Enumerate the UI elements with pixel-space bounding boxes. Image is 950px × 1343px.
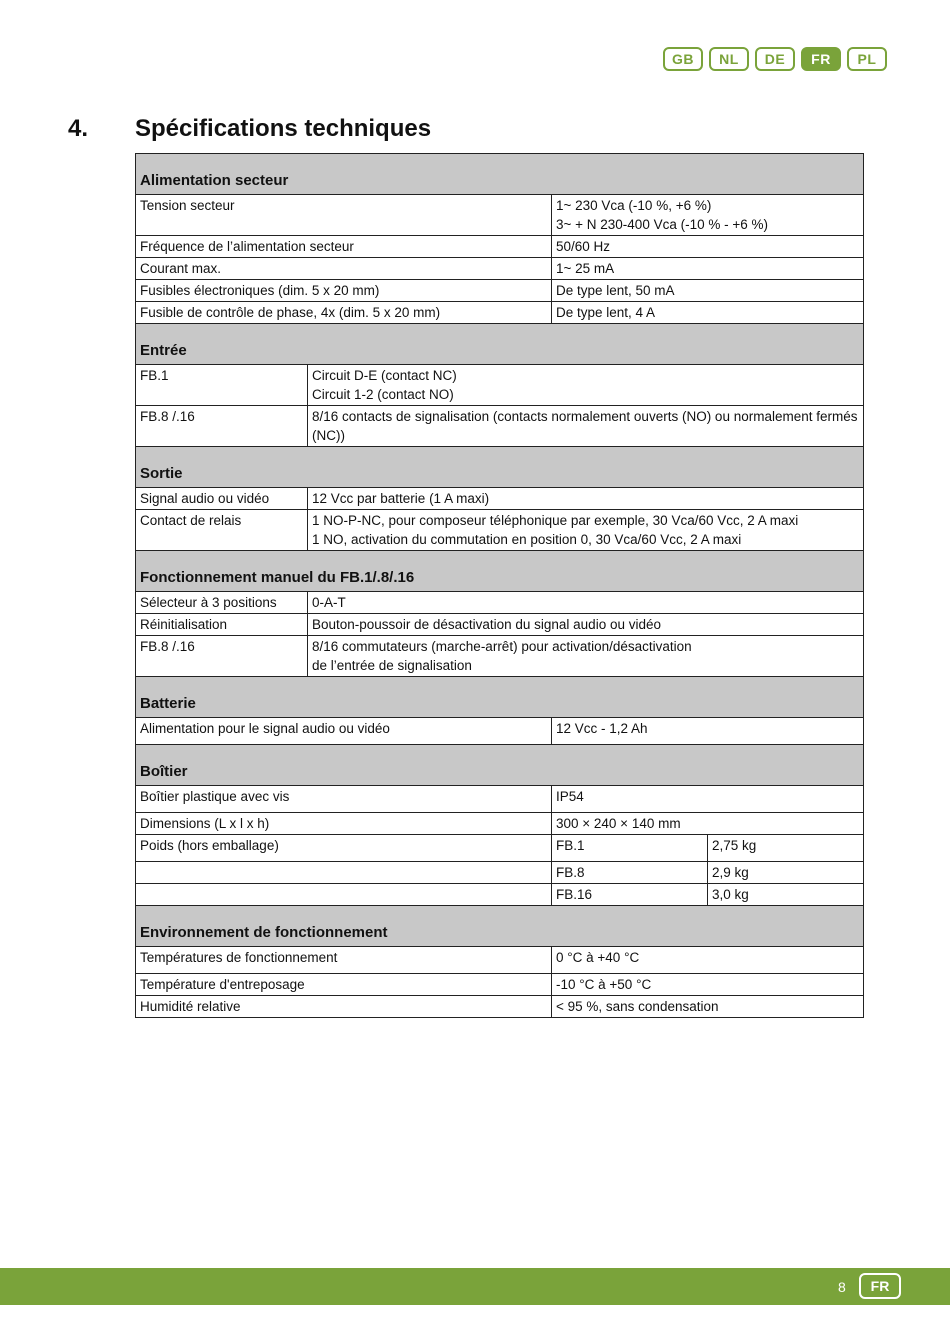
row-label: Réinitialisation: [136, 614, 308, 636]
value-line: 1 NO, activation du commutation en position 0, 30 Vca/60 Vcc, 2 A maxi: [312, 532, 742, 547]
row-value: [308, 365, 864, 406]
table-row: [136, 862, 864, 884]
table-row: [136, 592, 864, 614]
row-label: Courant max.: [136, 258, 552, 280]
table-row: [136, 786, 864, 813]
section-header-row: [136, 677, 864, 718]
table-row: [136, 488, 864, 510]
spec-table: [135, 153, 864, 1018]
weight-value: 3,0 kg: [708, 884, 864, 906]
row-value: 50/60 Hz: [552, 236, 864, 258]
row-value: 0-A-T: [308, 592, 864, 614]
value-line: 1 NO-P-NC, pour composeur téléphonique par exemple, 30 Vca/60 Vcc, 2 A maxi: [312, 513, 799, 528]
page-title: [68, 115, 431, 143]
row-value: 300 × 240 × 140 mm: [552, 813, 864, 835]
row-value: [308, 636, 864, 677]
section-header-row: [136, 906, 864, 947]
table-row: [136, 258, 864, 280]
table-row: [136, 236, 864, 258]
table-row: [136, 974, 864, 996]
section-title-alimentation: Alimentation secteur: [136, 154, 864, 195]
table-row: [136, 406, 864, 447]
table-row: [136, 195, 864, 236]
lang-tab-de[interactable]: DE: [755, 47, 795, 71]
section-title-entree: Entrée: [136, 324, 864, 365]
footer-bar: [0, 1268, 950, 1305]
section-header-row: [136, 447, 864, 488]
value-line: Circuit D-E (contact NC): [312, 368, 457, 383]
value-line: 1~ 230 Vca (-10 %, +6 %): [556, 198, 712, 213]
weight-value: 2,9 kg: [708, 862, 864, 884]
table-row: [136, 365, 864, 406]
lang-tab-gb[interactable]: GB: [663, 47, 703, 71]
footer-lang-badge: FR: [859, 1273, 901, 1299]
language-selector: [663, 47, 887, 71]
section-title-sortie: Sortie: [136, 447, 864, 488]
row-label: Fusibles électroniques (dim. 5 x 20 mm): [136, 280, 552, 302]
row-label: Humidité relative: [136, 996, 552, 1018]
section-number: 4.: [68, 115, 89, 142]
value-line: 8/16 commutateurs (marche-arrêt) pour activation/désactivation: [312, 639, 692, 654]
weight-value: 2,75 kg: [708, 835, 864, 862]
value-line: Circuit 1-2 (contact NO): [312, 387, 454, 402]
table-row: [136, 636, 864, 677]
row-value: [308, 510, 864, 551]
table-row: [136, 280, 864, 302]
table-row: [136, 718, 864, 745]
section-header-row: [136, 551, 864, 592]
row-value: Bouton-poussoir de désactivation du signal audio ou vidéo: [308, 614, 864, 636]
row-label: Signal audio ou vidéo: [136, 488, 308, 510]
table-row: [136, 510, 864, 551]
row-value: 12 Vcc par batterie (1 A maxi): [308, 488, 864, 510]
row-label: FB.8 /.16: [136, 636, 308, 677]
table-row: [136, 302, 864, 324]
table-row: [136, 614, 864, 636]
weight-model: FB.8: [552, 862, 708, 884]
row-label: Température d'entreposage: [136, 974, 552, 996]
section-title: Spécifications techniques: [135, 115, 432, 142]
row-value: 1~ 25 mA: [552, 258, 864, 280]
row-label: Contact de relais: [136, 510, 308, 551]
row-value: De type lent, 50 mA: [552, 280, 864, 302]
table-row: [136, 947, 864, 974]
value-line: de l’entrée de signalisation: [312, 658, 472, 673]
page-number: 8: [838, 1279, 846, 1295]
table-row: [136, 813, 864, 835]
row-label: Fréquence de l’alimentation secteur: [136, 236, 552, 258]
table-row: [136, 884, 864, 906]
section-header-row: [136, 324, 864, 365]
section-header-row: [136, 154, 864, 195]
row-label: Boîtier plastique avec vis: [136, 786, 552, 813]
row-label: Dimensions (L x l x h): [136, 813, 552, 835]
section-title-manuel: Fonctionnement manuel du FB.1/.8/.16: [136, 551, 864, 592]
row-label: FB.8 /.16: [136, 406, 308, 447]
lang-tab-pl[interactable]: PL: [847, 47, 887, 71]
row-value: De type lent, 4 A: [552, 302, 864, 324]
row-value: 12 Vcc - 1,2 Ah: [552, 718, 864, 745]
row-label: Poids (hors emballage): [136, 835, 552, 862]
row-value: < 95 %, sans condensation: [552, 996, 864, 1018]
weight-model: FB.1: [552, 835, 708, 862]
row-value: -10 °C à +50 °C: [552, 974, 864, 996]
row-label: Fusible de contrôle de phase, 4x (dim. 5 x 20 mm): [136, 302, 552, 324]
section-title-batterie: Batterie: [136, 677, 864, 718]
row-value: [552, 195, 864, 236]
section-header-row: [136, 745, 864, 786]
row-label-empty: [136, 862, 552, 884]
section-title-environnement: Environnement de fonctionnement: [136, 906, 864, 947]
row-label-empty: [136, 884, 552, 906]
row-label: Températures de fonctionnement: [136, 947, 552, 974]
row-label: Sélecteur à 3 positions: [136, 592, 308, 614]
weight-model: FB.16: [552, 884, 708, 906]
row-label: Alimentation pour le signal audio ou vidéo: [136, 718, 552, 745]
value-line: 3~ + N 230-400 Vca (-10 % - +6 %): [556, 217, 768, 232]
lang-tab-nl[interactable]: NL: [709, 47, 749, 71]
table-row: [136, 835, 864, 862]
lang-tab-fr[interactable]: FR: [801, 47, 841, 71]
row-value: 0 °C à +40 °C: [552, 947, 864, 974]
row-label: Tension secteur: [136, 195, 552, 236]
row-value: 8/16 contacts de signalisation (contacts normalement ouverts (NO) ou normalement fermés (NC)): [308, 406, 864, 447]
row-value: IP54: [552, 786, 864, 813]
row-label: FB.1: [136, 365, 308, 406]
section-title-boitier: Boîtier: [136, 745, 864, 786]
table-row: [136, 996, 864, 1018]
